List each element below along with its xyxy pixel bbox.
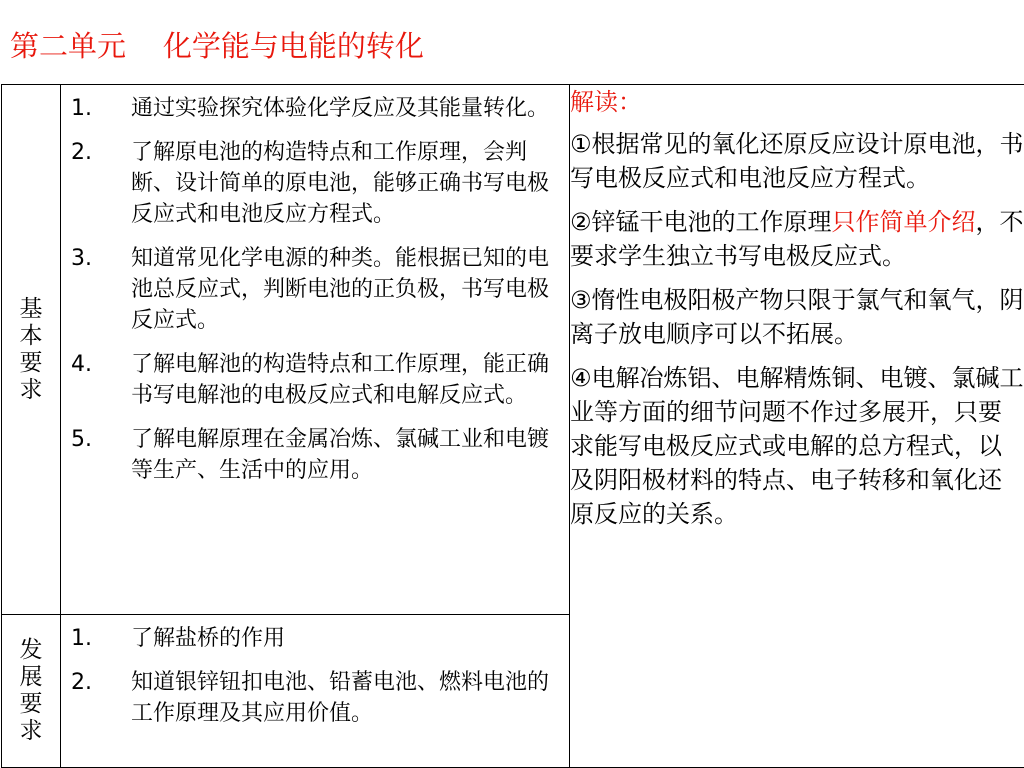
interpretation-heading: 解读： <box>570 88 642 116</box>
interpretation-point-3: ③惰性电极阳极产物只限于氯气和氧气，阴离子放电顺序可以不拓展。 <box>570 286 1024 348</box>
list-item: 4. 了解电解池的构造特点和工作原理，能正确书写电解池的电极反应式和电解反应式。 <box>71 352 550 408</box>
interpretation-point-1: ①根据常见的氧化还原反应设计原电池，书写电极反应式和电池反应方程式。 <box>570 130 1024 192</box>
interpretation-point-2: ②锌锰干电池的工作原理只作简单介绍，不要求学生独立书写电极反应式。 <box>570 208 1024 270</box>
development-category-cell <box>2 615 61 768</box>
list-item: 2. 了解原电池的构造特点和工作原理，会判断、设计简单的原电池，能够正确书写电极反应式和电池反应方程式。 <box>71 140 550 227</box>
development-category-label: 发展要求 <box>19 637 43 744</box>
list-item: 1. 了解盐桥的作用 <box>71 626 286 651</box>
list-item: 5. 了解电解原理在金属冶炼、氯碱工业和电镀等生产、生活中的应用。 <box>71 427 550 483</box>
basic-category-label: 基本要求 <box>19 295 43 403</box>
page-title: 第二单元 化学能与电能的转化 <box>10 29 424 63</box>
basic-category-cell <box>2 85 61 615</box>
development-items-list <box>61 615 569 729</box>
basic-items-list <box>61 85 569 486</box>
highlight-text: 只作简单介绍 <box>831 208 976 236</box>
basic-items-cell <box>61 85 570 615</box>
list-item: 2. 知道银锌钮扣电池、铅蓄电池、燃料电池的工作原理及其应用价值。 <box>71 670 550 726</box>
list-item: 1. 通过实验探究体验化学反应及其能量转化。 <box>71 96 550 121</box>
development-items-cell <box>61 615 570 768</box>
interpretation-point-4: ④电解冶炼铝、电解精炼铜、电镀、氯碱工业等方面的细节问题不作过多展开，只要求能写电极反应式或电解的总方程式，以及阴阳极材料的特点、电子转移和氧化还原反应的关系。 <box>570 364 1024 528</box>
interpretation-cell <box>570 85 1024 768</box>
requirements-table <box>1 84 1024 768</box>
list-item: 3. 知道常见化学电源的种类。能根据已知的电池总反应式，判断电池的正负极，书写电极反应式。 <box>71 246 550 333</box>
